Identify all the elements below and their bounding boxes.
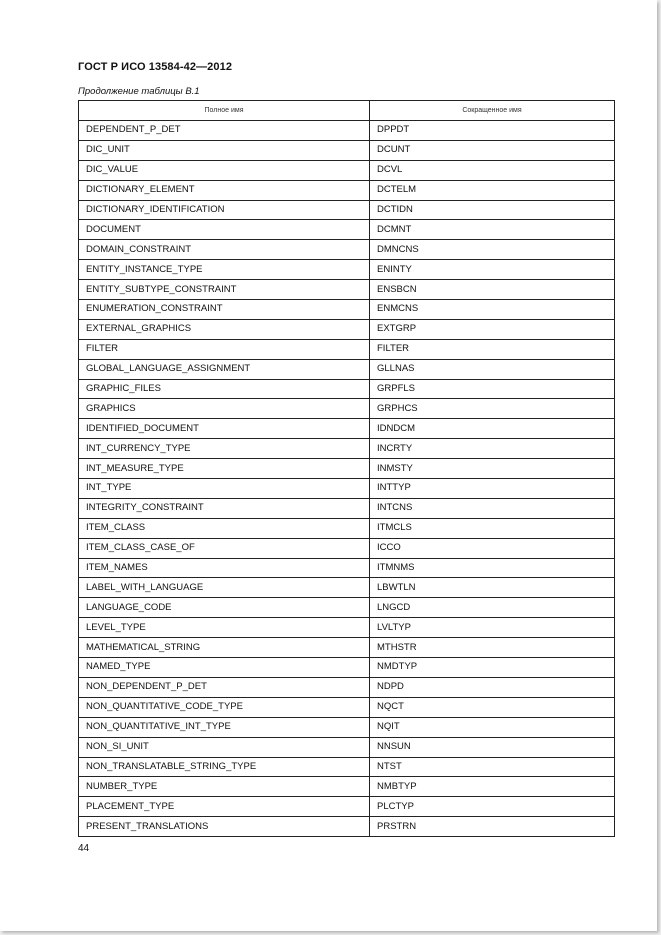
table-row: [79, 737, 615, 757]
full-name-cell: INT_TYPE: [79, 479, 370, 499]
short-name-cell: GRPHCS: [370, 399, 615, 419]
short-name-cell: INMSTY: [370, 459, 615, 479]
short-name-cell: ENMCNS: [370, 300, 615, 320]
short-name-cell: PLCTYP: [370, 797, 615, 817]
full-name-cell: IDENTIFIED_DOCUMENT: [79, 419, 370, 439]
full-name-cell: NON_DEPENDENT_P_DET: [79, 677, 370, 697]
short-name-cell: EXTGRP: [370, 319, 615, 339]
short-name-cell: INTTYP: [370, 479, 615, 499]
header-short-name: Сокращенное имя: [370, 101, 615, 121]
full-name-cell: ENTITY_SUBTYPE_CONSTRAINT: [79, 280, 370, 300]
table-row: [79, 300, 615, 320]
abbreviations-table: [78, 100, 615, 837]
full-name-cell: NON_TRANSLATABLE_STRING_TYPE: [79, 757, 370, 777]
table-row: [79, 598, 615, 618]
table-row: [79, 240, 615, 260]
full-name-cell: LEVEL_TYPE: [79, 618, 370, 638]
table-row: [79, 817, 615, 837]
full-name-cell: NON_SI_UNIT: [79, 737, 370, 757]
full-name-cell: LABEL_WITH_LANGUAGE: [79, 578, 370, 598]
table-row: [79, 777, 615, 797]
full-name-cell: DEPENDENT_P_DET: [79, 121, 370, 141]
short-name-cell: DCMNT: [370, 220, 615, 240]
full-name-cell: NON_QUANTITATIVE_INT_TYPE: [79, 717, 370, 737]
table-row: [79, 558, 615, 578]
full-name-cell: GRAPHICS: [79, 399, 370, 419]
short-name-cell: ENSBCN: [370, 280, 615, 300]
full-name-cell: INTEGRITY_CONSTRAINT: [79, 498, 370, 518]
full-name-cell: INT_MEASURE_TYPE: [79, 459, 370, 479]
table-row: [79, 658, 615, 678]
table-row: [79, 379, 615, 399]
full-name-cell: NAMED_TYPE: [79, 658, 370, 678]
short-name-cell: NNSUN: [370, 737, 615, 757]
full-name-cell: ITEM_CLASS_CASE_OF: [79, 538, 370, 558]
table-row: [79, 697, 615, 717]
full-name-cell: NUMBER_TYPE: [79, 777, 370, 797]
short-name-cell: ITMCLS: [370, 518, 615, 538]
full-name-cell: DICTIONARY_IDENTIFICATION: [79, 200, 370, 220]
short-name-cell: INCRTY: [370, 439, 615, 459]
full-name-cell: INT_CURRENCY_TYPE: [79, 439, 370, 459]
short-name-cell: LVLTYP: [370, 618, 615, 638]
full-name-cell: FILTER: [79, 339, 370, 359]
table-row: [79, 319, 615, 339]
full-name-cell: DIC_VALUE: [79, 160, 370, 180]
table-row: [79, 280, 615, 300]
short-name-cell: NDPD: [370, 677, 615, 697]
full-name-cell: ITEM_CLASS: [79, 518, 370, 538]
table-row: [79, 419, 615, 439]
full-name-cell: NON_QUANTITATIVE_CODE_TYPE: [79, 697, 370, 717]
table-header-row: [79, 101, 615, 121]
short-name-cell: NQCT: [370, 697, 615, 717]
short-name-cell: NMBTYP: [370, 777, 615, 797]
full-name-cell: ITEM_NAMES: [79, 558, 370, 578]
full-name-cell: DIC_UNIT: [79, 140, 370, 160]
full-name-cell: GLOBAL_LANGUAGE_ASSIGNMENT: [79, 359, 370, 379]
short-name-cell: DMNCNS: [370, 240, 615, 260]
table-row: [79, 439, 615, 459]
full-name-cell: EXTERNAL_GRAPHICS: [79, 319, 370, 339]
short-name-cell: NQIT: [370, 717, 615, 737]
short-name-cell: NMDTYP: [370, 658, 615, 678]
table-row: [79, 399, 615, 419]
full-name-cell: DICTIONARY_ELEMENT: [79, 180, 370, 200]
table-row: [79, 757, 615, 777]
short-name-cell: GRPFLS: [370, 379, 615, 399]
short-name-cell: FILTER: [370, 339, 615, 359]
short-name-cell: PRSTRN: [370, 817, 615, 837]
short-name-cell: IDNDCM: [370, 419, 615, 439]
short-name-cell: ITMNMS: [370, 558, 615, 578]
short-name-cell: INTCNS: [370, 498, 615, 518]
full-name-cell: DOCUMENT: [79, 220, 370, 240]
full-name-cell: ENTITY_INSTANCE_TYPE: [79, 260, 370, 280]
table-row: [79, 538, 615, 558]
table-row: [79, 518, 615, 538]
short-name-cell: ENINTY: [370, 260, 615, 280]
short-name-cell: DCUNT: [370, 140, 615, 160]
table-row: [79, 797, 615, 817]
table-row: [79, 180, 615, 200]
short-name-cell: DPPDT: [370, 121, 615, 141]
table-row: [79, 140, 615, 160]
table-body: [79, 121, 615, 837]
full-name-cell: DOMAIN_CONSTRAINT: [79, 240, 370, 260]
full-name-cell: GRAPHIC_FILES: [79, 379, 370, 399]
table-row: [79, 677, 615, 697]
short-name-cell: DCTELM: [370, 180, 615, 200]
table-row: [79, 638, 615, 658]
short-name-cell: DCVL: [370, 160, 615, 180]
table-row: [79, 220, 615, 240]
table-caption: Продолжение таблицы В.1: [78, 86, 200, 97]
table-row: [79, 498, 615, 518]
full-name-cell: ENUMERATION_CONSTRAINT: [79, 300, 370, 320]
table-row: [79, 479, 615, 499]
table-row: [79, 200, 615, 220]
full-name-cell: MATHEMATICAL_STRING: [79, 638, 370, 658]
table-row: [79, 339, 615, 359]
table-row: [79, 260, 615, 280]
document-title: ГОСТ Р ИСО 13584-42—2012: [78, 61, 233, 73]
table-row: [79, 121, 615, 141]
short-name-cell: ICCO: [370, 538, 615, 558]
short-name-cell: LBWTLN: [370, 578, 615, 598]
short-name-cell: GLLNAS: [370, 359, 615, 379]
short-name-cell: DCTIDN: [370, 200, 615, 220]
full-name-cell: PRESENT_TRANSLATIONS: [79, 817, 370, 837]
table-row: [79, 578, 615, 598]
table-row: [79, 618, 615, 638]
table-row: [79, 160, 615, 180]
short-name-cell: LNGCD: [370, 598, 615, 618]
short-name-cell: MTHSTR: [370, 638, 615, 658]
table-row: [79, 717, 615, 737]
table-row: [79, 459, 615, 479]
full-name-cell: PLACEMENT_TYPE: [79, 797, 370, 817]
header-full-name: Полное имя: [79, 101, 370, 121]
page-number: 44: [78, 843, 90, 854]
table-row: [79, 359, 615, 379]
full-name-cell: LANGUAGE_CODE: [79, 598, 370, 618]
short-name-cell: NTST: [370, 757, 615, 777]
